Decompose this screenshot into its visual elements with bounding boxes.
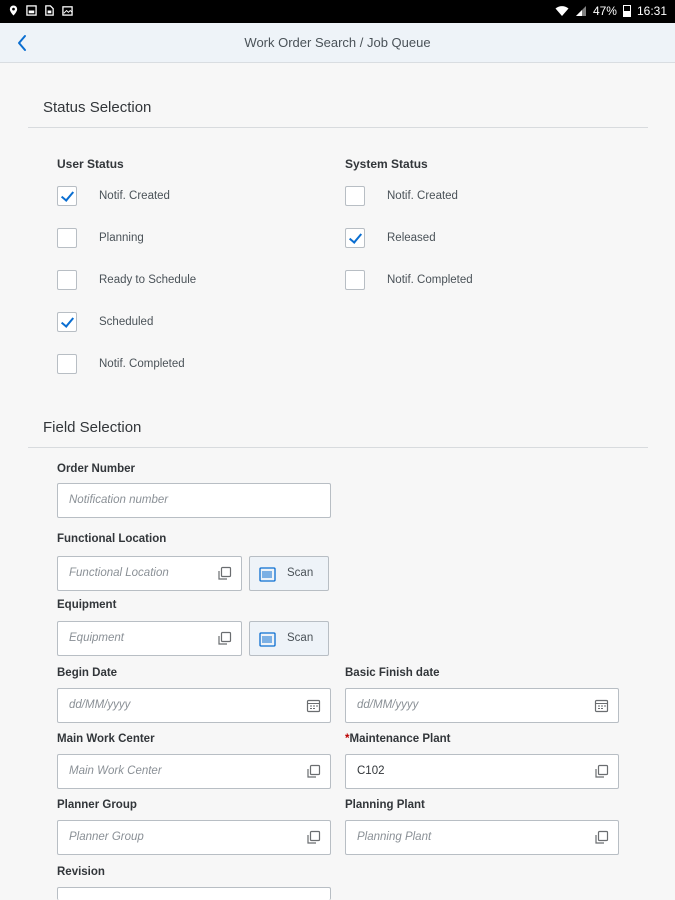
status-selection-title: Status Selection: [43, 99, 152, 116]
system-status-notif-created[interactable]: [345, 185, 458, 207]
equipment-label: Equipment: [57, 599, 117, 611]
clock: 16:31: [636, 4, 667, 18]
checkbox[interactable]: [57, 228, 77, 248]
maintenance-plant-label-text: Maintenance Plant: [349, 733, 451, 745]
value-help-icon[interactable]: [594, 764, 609, 779]
battery-percent: 47%: [592, 4, 617, 18]
checkbox-label: Notif. Created: [99, 190, 170, 202]
maintenance-plant-label: [345, 733, 450, 745]
checkbox-label: Ready to Schedule: [99, 274, 197, 286]
main-work-center-label: Main Work Center: [57, 733, 155, 745]
image-icon: [26, 5, 37, 16]
order-number-label: Order Number: [57, 463, 135, 475]
status-bar-right: [555, 4, 667, 18]
functional-location-scan-button[interactable]: [249, 556, 329, 591]
value-help-icon[interactable]: [594, 830, 609, 845]
checkbox[interactable]: [57, 270, 77, 290]
input-placeholder: Main Work Center: [69, 765, 162, 777]
barcode-scan-icon: [259, 631, 276, 648]
input-placeholder: dd/MM/yyyy: [69, 699, 131, 711]
input-placeholder: Functional Location: [69, 567, 169, 579]
gallery-icon: [62, 5, 73, 16]
required-asterisk: *: [345, 733, 350, 745]
value-help-icon[interactable]: [217, 631, 232, 646]
section-divider: [28, 447, 648, 448]
planning-plant-input[interactable]: [345, 820, 619, 855]
checkbox[interactable]: [345, 186, 365, 206]
checkbox-label: Planning: [99, 232, 144, 244]
user-status-planning[interactable]: [57, 227, 144, 249]
functional-location-label: Functional Location: [57, 533, 167, 545]
barcode-scan-icon: [259, 566, 276, 583]
equipment-input[interactable]: [57, 621, 242, 656]
location-icon: [8, 5, 19, 16]
system-status-released[interactable]: [345, 227, 436, 249]
basic-finish-date-input[interactable]: [345, 688, 619, 723]
wifi-icon: [555, 5, 569, 17]
basic-finish-date-label: Basic Finish date: [345, 667, 440, 679]
planner-group-input[interactable]: [57, 820, 331, 855]
input-value: C102: [357, 765, 385, 777]
user-status-notif-created[interactable]: [57, 185, 170, 207]
begin-date-label: Begin Date: [57, 667, 118, 679]
checkbox-label: Notif. Completed: [387, 274, 473, 286]
checkbox-label: Scheduled: [99, 316, 154, 328]
scan-label: Scan: [287, 567, 314, 579]
order-number-input[interactable]: [57, 483, 331, 518]
equipment-scan-button[interactable]: [249, 621, 329, 656]
input-placeholder: dd/MM/yyyy: [357, 699, 419, 711]
value-help-icon[interactable]: [306, 830, 321, 845]
value-help-icon[interactable]: [217, 566, 232, 581]
system-status-notif-completed[interactable]: [345, 269, 473, 291]
planning-plant-label: Planning Plant: [345, 799, 425, 811]
file-icon: [44, 5, 55, 16]
scan-label: Scan: [287, 632, 314, 644]
user-status-scheduled[interactable]: [57, 311, 153, 333]
calendar-icon[interactable]: [306, 698, 321, 713]
main-work-center-input[interactable]: [57, 754, 331, 789]
checkbox[interactable]: [345, 228, 365, 248]
user-status-ready-to-schedule[interactable]: [57, 269, 196, 291]
system-status-label: System Status: [345, 157, 428, 171]
planner-group-label: Planner Group: [57, 799, 137, 811]
page-title: Work Order Search / Job Queue: [244, 35, 431, 50]
battery-icon: [623, 5, 631, 17]
value-help-icon[interactable]: [306, 764, 321, 779]
signal-icon: [575, 5, 587, 17]
section-divider: [28, 127, 648, 128]
checkbox[interactable]: [57, 354, 77, 374]
user-status-label: User Status: [57, 157, 124, 171]
status-bar: [0, 0, 675, 23]
input-placeholder: Planning Plant: [357, 831, 432, 843]
checkbox-label: Notif. Completed: [99, 358, 185, 370]
checkbox[interactable]: [345, 270, 365, 290]
begin-date-input[interactable]: [57, 688, 331, 723]
checkbox-label: Released: [387, 232, 436, 244]
field-selection-title: Field Selection: [43, 419, 142, 436]
revision-label: Revision: [57, 866, 105, 878]
input-placeholder: Notification number: [69, 494, 169, 506]
functional-location-input[interactable]: [57, 556, 242, 591]
user-status-notif-completed[interactable]: [57, 353, 185, 375]
checkbox-label: Notif. Created: [387, 190, 458, 202]
status-bar-left-icons: [8, 5, 73, 16]
input-placeholder: Planner Group: [69, 831, 144, 843]
calendar-icon[interactable]: [594, 698, 609, 713]
app-header: [0, 23, 675, 63]
checkbox[interactable]: [57, 186, 77, 206]
input-placeholder: Equipment: [69, 632, 124, 644]
maintenance-plant-input[interactable]: [345, 754, 619, 789]
checkbox[interactable]: [57, 312, 77, 332]
revision-input[interactable]: [57, 887, 331, 900]
